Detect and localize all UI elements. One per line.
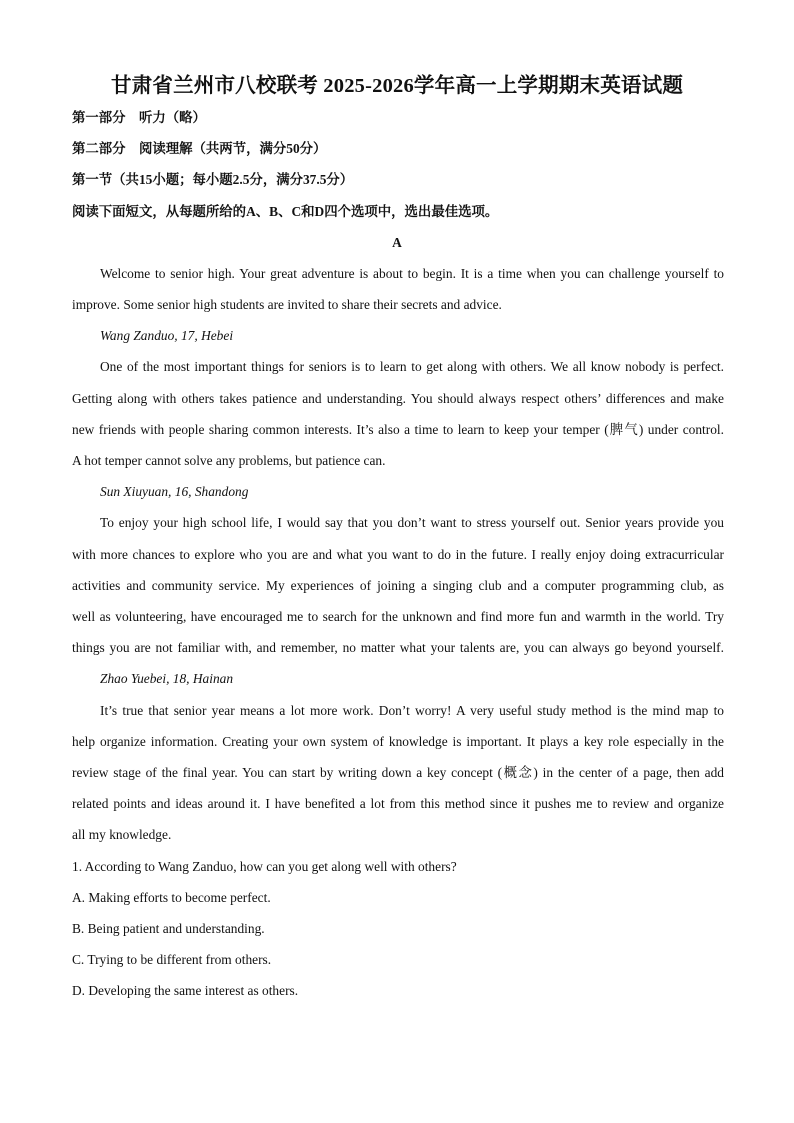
paragraph-line: new friends with people sharing common interests. It’s also a time to learn to keep your temper (脾气) under control.	[72, 422, 724, 437]
answer-option-a: A. Making efforts to become perfect.	[72, 890, 271, 905]
question-stem: 1. According to Wang Zanduo, how can you get along well with others?	[72, 859, 457, 874]
paragraph-line: things you are not familiar with, and remember, no matter what your talents are, you can always go beyond yourself.	[72, 640, 724, 655]
passage-label: A	[392, 235, 402, 250]
intro-line: Welcome to senior high. Your great adventure is about to begin. It is a time when you can challenge yourself to	[100, 266, 724, 281]
paragraph-line: activities and community service. My experiences of joining a singing club and a computer programming club, as	[72, 578, 724, 593]
paragraph-line: well as volunteering, have encouraged me to search for the unknown and find more fun and warmth in the world. Try	[72, 609, 724, 624]
section-one-heading: 第一节（共15小题；每小题2.5分，满分37.5分）	[72, 172, 354, 187]
paragraph-line: with more chances to explore who you are and what you want to do in the future. I really enjoy doing extracurricular	[72, 547, 724, 562]
paragraph-line: help organize information. Creating your own system of knowledge is important. It plays a key role especially in the	[72, 734, 724, 749]
paragraph-line: To enjoy your high school life, I would say that you don’t want to stress yourself out. Senior years provide you	[100, 515, 724, 530]
exam-title: 甘肃省兰州市八校联考 2025-2026学年高一上学期期末英语试题	[110, 75, 684, 97]
part-two-heading: 第二部分 阅读理解（共两节，满分50分）	[72, 141, 327, 156]
paragraph-line: A hot temper cannot solve any problems, but patience can.	[72, 453, 386, 468]
speaker-name: Zhao Yuebei, 18, Hainan	[100, 671, 234, 686]
speaker-name: Wang Zanduo, 17, Hebei	[100, 328, 234, 343]
speaker-name: Sun Xiuyuan, 16, Shandong	[100, 484, 249, 499]
intro-line: improve. Some senior high students are invited to share their secrets and advice.	[72, 297, 502, 312]
part-one-heading: 第一部分 听力（略）	[72, 110, 206, 125]
paragraph-line: review stage of the final year. You can start by writing down a key concept (概念) in the center of a page, then add	[72, 765, 724, 780]
paragraph-line: related points and ideas around it. I have benefited a lot from this method since it pushes me to review and organize	[72, 796, 724, 811]
answer-option-c: C. Trying to be different from others.	[72, 952, 272, 967]
answer-option-b: B. Being patient and understanding.	[72, 921, 265, 936]
paragraph-line: all my knowledge.	[72, 827, 172, 842]
answer-option-d: D. Developing the same interest as others.	[72, 983, 299, 998]
paragraph-line: It’s true that senior year means a lot more work. Don’t worry! A very useful study method is the mind map to	[100, 703, 724, 718]
paragraph-line: One of the most important things for seniors is to learn to get along with others. We all know nobody is perfect.	[100, 359, 724, 374]
paragraph-line: Getting along with others takes patience and understanding. You should always respect others’ differences and make	[72, 391, 724, 406]
reading-instruction: 阅读下面短文，从每题所给的A、B、C和D四个选项中，选出最佳选项。	[72, 204, 499, 219]
